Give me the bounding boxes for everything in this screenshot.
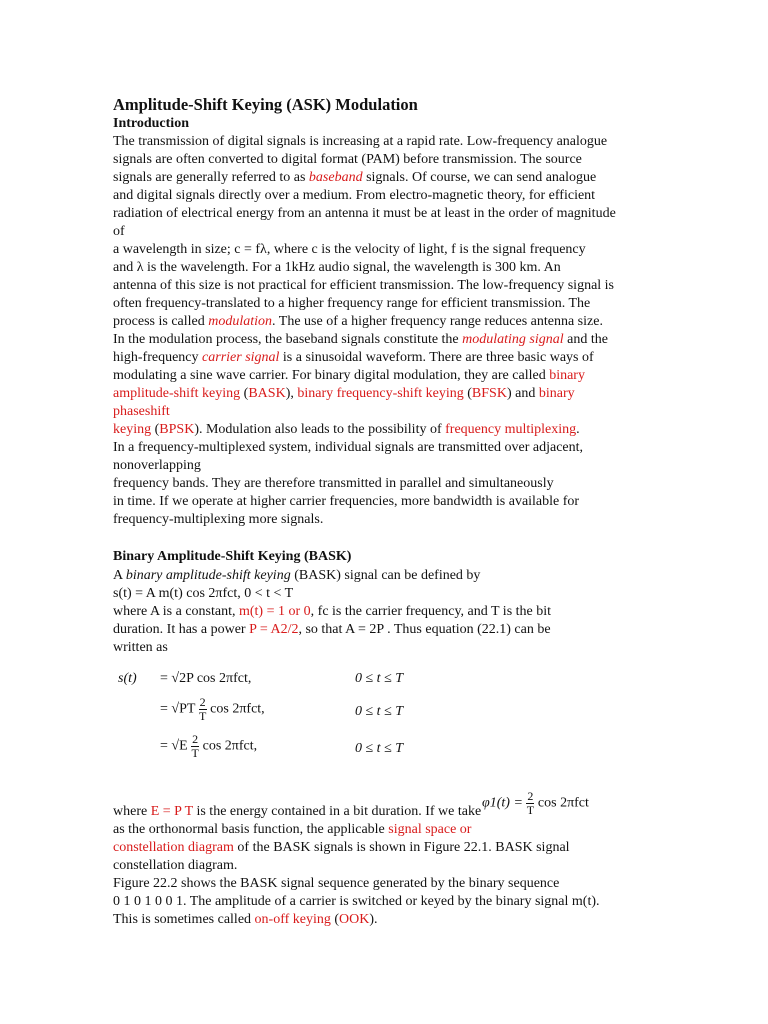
text-line: constellation diagram.	[113, 858, 238, 873]
text-line: in time. If we operate at higher carrier frequencies, more bandwidth is available for	[113, 494, 580, 509]
binary-link-2[interactable]: binary	[538, 386, 575, 401]
modulating-signal-link[interactable]: modulating signal	[462, 332, 564, 347]
text-line: radiation of electrical energy from an antenna it must be at least in the order of magnitude	[113, 206, 616, 221]
equation-3: = √E $\frac{2}{T}$ cos 2πfct,	[160, 732, 258, 760]
energy-formula[interactable]: E = P T	[150, 804, 193, 819]
equation-2: = √PT $\frac{2}{T}$ cos 2πfct,	[160, 695, 265, 723]
text-line: amplitude-shift keying (BASK), binary frequency-shift keying (BFSK) and binary	[113, 386, 575, 401]
text-line: and digital signals directly over a medium. From electro-magnetic theory, for efficient	[113, 188, 596, 203]
m-t-value[interactable]: m(t) = 1 or 0	[238, 604, 311, 619]
text-line: process is called modulation. The use of a higher frequency range reduces antenna size.	[113, 314, 603, 329]
text-line: of	[113, 224, 125, 239]
keying-link[interactable]: keying	[113, 422, 152, 437]
text-line: modulating a sine wave carrier. For binary digital modulation, they are called binary	[113, 368, 585, 383]
ask-link[interactable]: amplitude-shift keying	[113, 386, 241, 401]
equation-1: = √2P cos 2πfct,	[160, 671, 252, 686]
text-line: written as	[113, 640, 168, 655]
constellation-diagram-link[interactable]: constellation diagram	[113, 840, 234, 855]
page-title: Amplitude-Shift Keying (ASK) Modulation	[113, 95, 418, 114]
condition-3: 0 ≤ t ≤ T	[355, 741, 404, 756]
text-line: and λ is the wavelength. For a 1kHz audio signal, the wavelength is 300 km. An	[113, 260, 561, 275]
text-line: constellation diagram of the BASK signals is shown in Figure 22.1. BASK signal	[113, 840, 570, 855]
condition-1: 0 ≤ t ≤ T	[355, 671, 404, 686]
eq-lhs: s(t)	[118, 671, 137, 686]
fraction: $\frac{2}{T}$	[191, 732, 199, 760]
text-line: a wavelength in size; c = fλ, where c is the velocity of light, f is the signal frequency	[113, 242, 586, 257]
after-paragraph	[113, 803, 600, 929]
intro-heading: Introduction	[113, 116, 189, 131]
signal-space-link[interactable]: signal space or	[388, 822, 472, 837]
text-line: duration. It has a power P = A2/2, so that A = 2P . Thus equation (22.1) can be	[113, 622, 551, 637]
text-line: signals are often converted to digital format (PAM) before transmission. The source	[113, 152, 582, 167]
basis-function: φ1(t) = $\frac{2}{T}$ cos 2πfct	[482, 789, 589, 817]
text-line: high-frequency carrier signal is a sinusoidal waveform. There are three basic ways of	[113, 350, 594, 365]
text-line	[113, 403, 616, 421]
text-line: keying (BPSK). Modulation also leads to the possibility of frequency multiplexing.	[113, 422, 580, 437]
text-line: s(t) = A m(t) cos 2πfct, 0 < t < T	[113, 586, 294, 601]
phaseshift-link[interactable]: phaseshift	[113, 404, 170, 419]
binary-link[interactable]: binary	[549, 368, 585, 383]
bask-link[interactable]: BASK	[248, 386, 286, 401]
text-line: as the orthonormal basis function, the applicable signal space or	[113, 822, 472, 837]
text-line: nonoverlapping	[113, 458, 201, 473]
text-line: In the modulation process, the baseband signals constitute the modulating signal and the	[113, 332, 608, 347]
bfsk-term-link[interactable]: binary frequency-shift keying	[297, 386, 464, 401]
text-line: signals are generally referred to as baseband signals. Of course, we can send analogue	[113, 170, 597, 185]
bask-heading: Binary Amplitude-Shift Keying (BASK)	[113, 549, 352, 564]
fraction: $\frac{2}{T}$	[199, 695, 207, 723]
text-line: frequency bands. They are therefore transmitted in parallel and simultaneously	[113, 476, 554, 491]
bpsk-link[interactable]: BPSK	[159, 422, 195, 437]
text-line: antenna of this size is not practical for efficient transmission. The low-frequency signal is	[113, 278, 615, 293]
text-line: often frequency-translated to a higher frequency range for efficient transmission. The	[113, 296, 591, 311]
text-line: frequency-multiplexing more signals.	[113, 512, 324, 527]
baseband-link[interactable]: baseband	[308, 170, 363, 185]
frequency-multiplexing-link[interactable]: frequency multiplexing	[445, 422, 577, 437]
carrier-signal-link[interactable]: carrier signal	[202, 350, 280, 365]
text-line: 0 1 0 1 0 0 1. The amplitude of a carrier is switched or keyed by the binary signal m(t).	[113, 894, 600, 909]
condition-2: 0 ≤ t ≤ T	[355, 704, 404, 719]
power-formula[interactable]: P = A2/2	[249, 622, 299, 637]
intro-paragraph	[113, 133, 616, 529]
text-line: In a frequency-multiplexed system, individual signals are transmitted over adjacent,	[113, 440, 584, 455]
text-line: Figure 22.2 shows the BASK signal sequence generated by the binary sequence	[113, 876, 560, 891]
text-line: A binary amplitude-shift keying (BASK) signal can be defined by	[113, 568, 481, 583]
ook-link[interactable]: OOK	[339, 912, 370, 927]
text-line: The transmission of digital signals is increasing at a rapid rate. Low-frequency analogue	[113, 134, 608, 149]
text-line: where E = P T is the energy contained in a bit duration. If we take	[113, 804, 482, 819]
modulation-link[interactable]: modulation	[208, 314, 273, 329]
bask-paragraph	[113, 567, 551, 657]
fraction: $\frac{2}{T}$	[526, 789, 535, 817]
text-line: This is sometimes called on-off keying (OOK).	[113, 912, 378, 927]
text-line: where A is a constant, m(t) = 1 or 0, fc is the carrier frequency, and T is the bit	[113, 604, 552, 619]
bfsk-link[interactable]: BFSK	[471, 386, 507, 401]
on-off-keying-link[interactable]: on-off keying	[254, 912, 331, 927]
